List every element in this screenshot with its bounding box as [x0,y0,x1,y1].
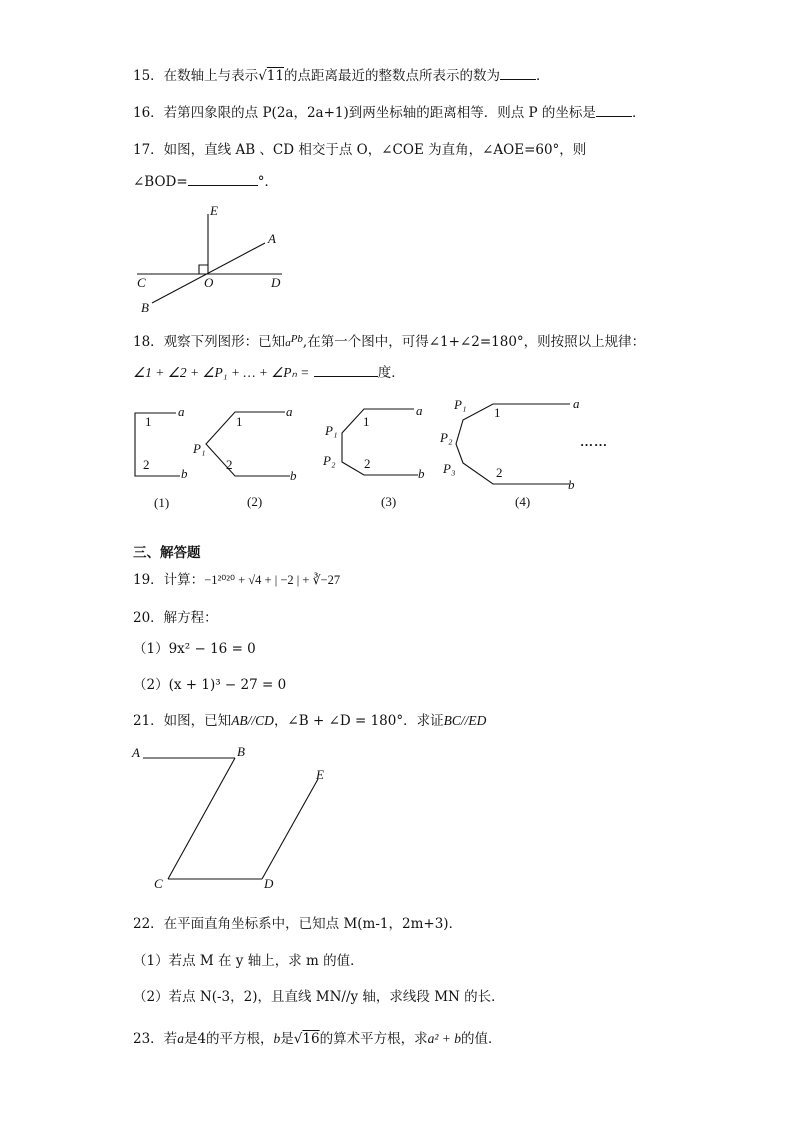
label-o: O [204,275,214,290]
fig4-angle-1: 1 [494,405,501,420]
fig1-angle-1: 1 [145,414,152,429]
fig1-label-b: b [181,466,188,481]
fig2-angle-2: 2 [226,457,233,472]
question-22: 22．在平面直角坐标系中，已知点 M(m-1，2m+3)． [133,916,463,932]
label-b: B [237,744,245,759]
question-22-part1: （1）若点 M 在 y 轴上，求 m 的值． [133,953,364,969]
question-18-line2: ∠1 + ∠2 + ∠P₁ + … + ∠Pₙ = 度． [133,365,405,381]
fig4-label-p1: P₁ [454,397,467,412]
label-e: E [316,767,324,782]
question-17-line2: ∠BOD= °． [133,174,278,190]
fig4-label-p3: P₃ [443,461,456,476]
fig1-angle-2: 2 [143,457,150,472]
question-20-part2: （2）(x + 1)³ − 27 = 0 [133,677,287,693]
question-20: 20．解方程： [133,610,218,626]
label-c: C [137,275,146,290]
label-c: C [154,876,163,891]
segment-bc [168,758,235,879]
question-15: 15．在数轴上与表示√11的点距离最近的整数点所表示的数为 ． [133,68,550,84]
fig3-angle-2: 2 [364,456,371,471]
label-b: B [141,300,149,315]
label-d: D [264,876,274,891]
fig3-angle-1: 1 [363,414,370,429]
fig2-caption: (2) [247,494,263,509]
fig2-angle-1: 1 [236,414,243,429]
question-18-line1: 18．观察下列图形：已知$a^{Pb}$,在第一个图中，可得∠1+∠2=180°，则按照以上规律： [133,333,646,350]
fig2-label-a: a [286,404,293,419]
fig3-label-b: b [418,466,425,481]
segment-de [262,779,318,879]
label-d: D [271,275,281,290]
radicand: 16 [302,1031,320,1047]
fig2-label-b: b [290,468,297,483]
fig1-caption: (1) [154,495,170,510]
question-17-line1: 17．如图，直线 AB 、CD 相交于点 O，∠COE 为直角，∠AOE=60°，则 [133,142,587,158]
section-heading: 三、解答题 [133,545,201,561]
question-16: 16．若第四象限的点 P(2a，2a+1)到两坐标轴的距离相等．则点 P 的坐标是 ． [133,105,646,121]
fig3-label-a: a [416,403,423,418]
fig1-label-a: a [178,404,185,419]
fig4-label-b: b [568,477,575,492]
fig3-label-p1: P₁ [325,423,338,438]
fig4-angle-2: 2 [496,465,503,480]
label-a: A [268,231,276,246]
fig4-label-a: a [573,396,580,411]
radicand: 11 [266,68,284,84]
fig2-label-p1: P₁ [193,441,206,456]
sqrt-symbol: √ [293,1031,303,1047]
sqrt-symbol: √ [258,68,267,84]
question-19: 19．计算：−1²⁰²⁰ + √4 + | −2 | + ∛−27 [133,572,341,588]
fig3-label-p2: P₂ [323,453,336,468]
question-22-part2: （2）若点 N(-3，2)，且直线 MN//y 轴，求线段 MN 的长． [133,989,505,1005]
q19-expression: −1²⁰²⁰ + √4 + | −2 | + ∛−27 [204,573,341,587]
question-20-part1: （1）9x² − 16 = 0 [133,641,256,657]
label-a: A [132,745,140,760]
continuation-dots: …… [580,434,608,449]
fig4-caption: (4) [515,494,531,509]
question-23: 23．若a是4的平方根，b是√16的算术平方根，求a² + b的值． [133,1031,502,1047]
question-21: 21．如图，已知AB//CD，∠B + ∠D = 180°．求证BC//ED [133,713,487,729]
fig3-caption: (3) [381,494,397,509]
fig4-label-p2: P₂ [440,430,453,445]
label-e: E [210,203,218,218]
